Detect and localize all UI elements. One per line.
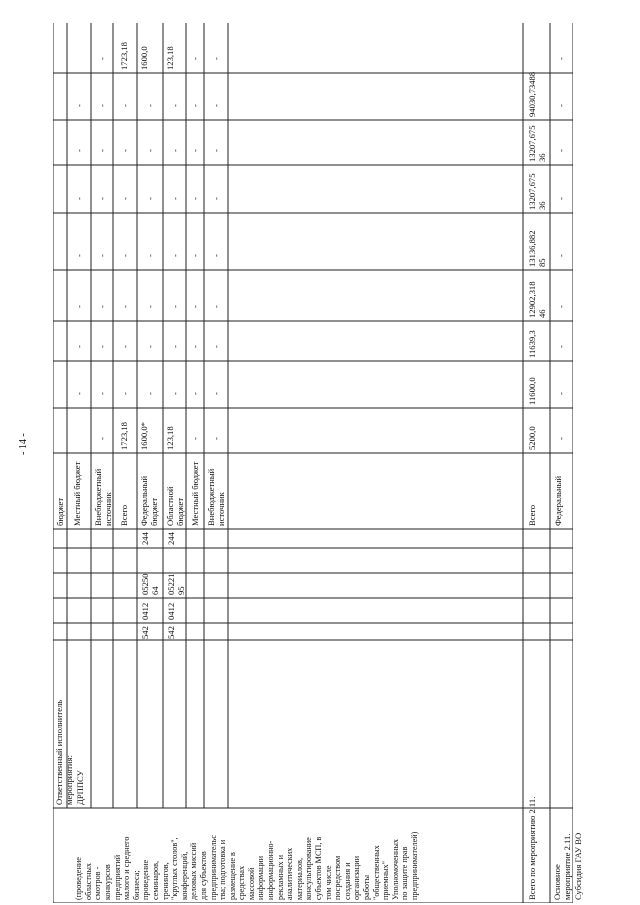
activity-line: работы (362, 875, 371, 900)
source-local-2: Местный бюджет (190, 461, 200, 526)
empty-cell-dash: - (120, 345, 130, 348)
empty-cell-dash: - (190, 197, 200, 200)
source-federal-row: Федеральный (553, 475, 563, 526)
empty-cell-dash: - (120, 104, 130, 107)
activity-line: средствах (237, 865, 247, 900)
source-extrabudget-2: Внебюджетный источник (206, 468, 227, 526)
activity-line: размещение в (227, 852, 237, 900)
empty-cell-dash: - (74, 197, 84, 200)
total-sum: 94030,73488 (527, 71, 537, 117)
empty-cell-dash: - (556, 104, 566, 107)
activity-line: для субъектов (198, 851, 208, 900)
activity-line: организации (352, 856, 362, 900)
activity-line: массовой (246, 867, 256, 900)
empty-cell-dash: - (145, 149, 155, 152)
activity-line: бизнеса; (131, 870, 141, 900)
empty-cell-dash: - (169, 392, 180, 395)
total-2018: 13136,882 85 (527, 230, 548, 267)
empty-cell-dash: - (74, 149, 84, 152)
empty-cell-dash: - (190, 57, 200, 60)
activity-line: "круглых столов", (170, 837, 180, 900)
main-label-line: мероприятие 2.11. (562, 833, 573, 900)
empty-cell-dash: - (97, 57, 107, 60)
empty-cell-dash: - (190, 149, 200, 152)
rzpr-code-2: 0412 (166, 602, 176, 620)
csr-code-1: 05250 64 (140, 573, 161, 595)
empty-cell-dash: - (145, 392, 155, 395)
empty-cell-dash: - (97, 392, 107, 395)
vr-code-2: 244 (166, 532, 176, 545)
activity-line: субъектов МСП, в (314, 836, 324, 900)
empty-cell-dash: - (556, 345, 566, 348)
source-local: Местный бюджет (72, 461, 82, 526)
activity-line: консультирование (304, 837, 314, 900)
empty-cell-dash: - (211, 305, 221, 308)
val-last-federal: 1600,0 (139, 46, 149, 70)
total-2019: 13207,675 36 (527, 173, 548, 210)
empty-cell-dash: - (120, 305, 130, 308)
empty-cell-dash: - (97, 149, 107, 152)
empty-cell-dash: - (145, 104, 155, 107)
total-2015: 11600,0 (527, 377, 537, 405)
empty-cell-dash: - (211, 104, 221, 107)
total-2017: 12902,318 46 (527, 281, 548, 318)
activity-line: предпринимательс (208, 835, 218, 900)
vr-code-1: 244 (140, 532, 150, 545)
empty-cell-dash: - (211, 254, 221, 257)
empty-cell-dash: - (190, 104, 200, 107)
empty-cell-dash: - (169, 305, 180, 308)
activity-line: деловых миссий (189, 842, 199, 900)
activity-line: (проведение (74, 857, 84, 900)
activity-line: информации (256, 855, 266, 900)
empty-cell-dash: - (97, 437, 107, 440)
executor-line: ДРППСУ (74, 770, 85, 805)
empty-cell-dash: - (211, 149, 221, 152)
empty-cell-dash: - (74, 254, 84, 257)
empty-cell-dash: - (120, 392, 130, 395)
executor-line: мероприятия: (64, 755, 75, 805)
empty-cell-dash: - (145, 345, 155, 348)
activity-line: конференций, (179, 851, 189, 900)
total-label: Всего по мероприятию 2.11. (527, 796, 537, 900)
total-2016: 11639,3 (527, 330, 537, 358)
activity-line: том числе (323, 865, 333, 900)
main-activity-label (552, 833, 583, 900)
grbs-code-1: 542 (140, 626, 150, 639)
activity-line: областных (83, 863, 93, 900)
empty-cell-dash: - (190, 345, 200, 348)
val-last-regional: 123,18 (165, 46, 175, 70)
empty-cell-dash: - (74, 392, 84, 395)
empty-cell-dash: - (169, 345, 180, 348)
activity-line: приемных" (381, 861, 391, 900)
csr-code-2: 05221 95 (166, 573, 187, 595)
empty-cell-dash: - (169, 104, 180, 107)
activity-line: семинаров, (150, 860, 160, 900)
main-label-line: Субсидия ГАУ ВО (572, 832, 583, 900)
empty-cell-dash: - (211, 57, 221, 60)
table-grid (53, 23, 573, 903)
empty-cell-dash: - (169, 197, 180, 200)
activity-description (55, 810, 439, 900)
empty-cell-dash: - (190, 437, 200, 440)
empty-cell-dash: - (120, 254, 130, 257)
activity-text (74, 810, 419, 900)
activity-line: посредством (333, 855, 343, 900)
empty-cell-dash: - (556, 197, 566, 200)
empty-cell-dash: - (190, 305, 200, 308)
rzpr-code-1: 0412 (140, 602, 150, 620)
empty-cell-dash: - (556, 254, 566, 257)
source-federal: Федеральный бюджет (139, 475, 160, 526)
activity-line: создания и (342, 862, 352, 900)
empty-cell-dash: - (74, 345, 84, 348)
empty-cell-dash: - (556, 305, 566, 308)
source-extrabudget: Внебюджетный источник (93, 468, 114, 526)
activity-line: рекламных и (275, 854, 285, 900)
activity-line: смотров - (93, 866, 103, 900)
main-label-line: Основное (552, 864, 562, 900)
financing-table (53, 23, 583, 903)
total-2020: 13207,675 36 (527, 125, 548, 162)
empty-cell-dash: - (97, 305, 107, 308)
activity-line: аналитических (285, 847, 295, 900)
empty-cell-dash: - (120, 197, 130, 200)
empty-cell-dash: - (145, 305, 155, 308)
activity-line: предприятий (112, 854, 122, 900)
empty-cell-dash: - (556, 57, 566, 60)
page-number: - 14 - (18, 433, 29, 455)
val-2014-regional: 123,18 (165, 426, 175, 450)
val-2014-total: 1723,18 (119, 422, 129, 450)
activity-line: по защите прав (400, 846, 410, 900)
val-2014-federal: 1600,0* (139, 422, 149, 450)
empty-cell-dash: - (556, 149, 566, 152)
activity-line: предпринимателей) (409, 831, 419, 900)
empty-cell-dash: - (169, 254, 180, 257)
empty-cell-dash: - (97, 345, 107, 348)
empty-cell-dash: - (211, 345, 221, 348)
empty-cell-dash: - (190, 254, 200, 257)
empty-cell-dash: - (556, 437, 566, 440)
source-total-row: Всего (527, 504, 537, 526)
grbs-code-2: 542 (166, 626, 176, 639)
empty-cell-dash: - (74, 305, 84, 308)
activity-line: тренингов, (160, 862, 170, 900)
val-last-total: 1723,18 (119, 42, 129, 70)
empty-cell-dash: - (211, 437, 221, 440)
source-regional: Областной бюджет (165, 486, 186, 526)
source-byudzhet: бюджет (55, 497, 65, 526)
activity-line: конкурсов (102, 864, 112, 900)
empty-cell-dash: - (120, 149, 130, 152)
total-2014: 5200,0 (527, 426, 537, 450)
activity-line: информационно- (266, 840, 276, 900)
activity-line: проведение (141, 859, 151, 900)
empty-cell-dash: - (145, 254, 155, 257)
empty-cell-dash: - (211, 197, 221, 200)
activity-line: малого и среднего (122, 836, 132, 900)
source-total: Всего (119, 504, 129, 526)
empty-cell-dash: - (556, 392, 566, 395)
empty-cell-dash: - (190, 392, 200, 395)
activity-line: тва; подготовка и (218, 839, 228, 900)
empty-cell-dash: - (97, 254, 107, 257)
activity-line: Уполномоченных (390, 838, 400, 900)
empty-cell-dash: - (211, 392, 221, 395)
activity-line: материалов, (294, 857, 304, 900)
empty-cell-dash: - (74, 104, 84, 107)
executor-line: Ответственный исполнитель (54, 699, 64, 805)
empty-cell-dash: - (97, 104, 107, 107)
empty-cell-dash: - (97, 197, 107, 200)
executor-cell (54, 700, 85, 805)
activity-line: "общественных (371, 845, 381, 900)
empty-cell-dash: - (145, 197, 155, 200)
empty-cell-dash: - (169, 149, 180, 152)
